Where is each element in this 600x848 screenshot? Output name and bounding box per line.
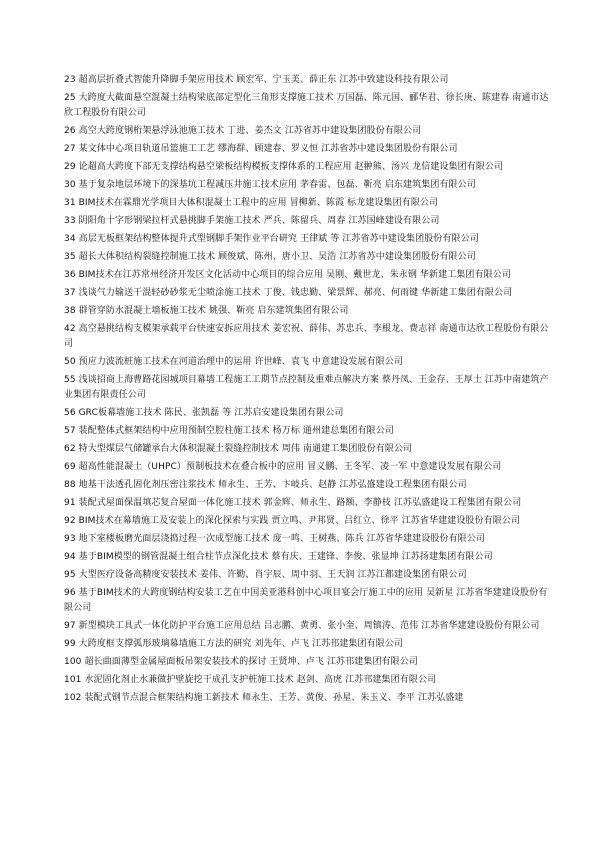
list-item: 26 高空大跨度钢桁架悬浮泳池施工技术 丁进、姜杰文 江苏省苏中建设集团股份有限公司 [64,126,422,136]
list-item: 96 基于BIM技术的大跨度钢结构安装工艺在中国美亚港科创中心项目宴会厅施工中的应用 吴新星 江苏省华建建设股份有限公司 [64,588,548,613]
list-item: 50 预应力波流桩施工技术在河道治理中的运用 许世峰、袁飞 中意建设发展有限公司 [64,357,404,367]
list-item: 102 装配式钢节点混合框架结构施工新技术 师永生、王芳、黄俊、孙星、朱玉义、李平 江苏弘盛建 [64,693,464,703]
list-item: 25 大跨度大截面悬空混凝土结构梁底部定型化三角形支撑施工技术 万国磊、陈元国、郦华君、徐长庚、陈建春 南通市达欣工程股份有限公司 [64,93,549,118]
list-item: 92 BIM技术在幕墙施工及安装上的深化探索与实践 贾立鸣、尹邦贤、吕红立、徐平 江苏省华建建设股份有限公司 [64,516,521,526]
list-item: 23 超高层折叠式智能升降脚手架应用技术 顾宏军、宁玉美、薛正东 江苏中致建设科技有限公司 [64,75,449,85]
list-item: 36 BIM技术在江苏常州经济开发区文化活动中心项目的综合应用 吴刚、戴世龙、朱永钢 华新建工集团有限公司 [64,270,511,280]
list-item: 69 超高性能混凝土（UHPC）预制板技术在叠合板中的应用 冒义鹏、王冬军、凌一军 中意建设发展有限公司 [64,462,502,472]
entry-list [64,73,554,709]
list-item: 29 论超高大跨度下部无支撑结构悬空梁板结构模板支撑体系的工程应用 赵翀熊、汤兴 龙信建设集团有限公司 [64,162,504,172]
list-item: 35 超长大体积结构裂缝控制施工技术 顾俊斌、陈州、唐小卫、吴浩 江苏省苏中建设集团股份有限公司 [64,252,476,262]
list-item: 62 特大型煤层气储罐承台大体积混凝土裂缝控制技术 周伟 南通建工集团股份有限公司 [64,444,413,454]
list-item: 55 浅谈招商上海曹路花园城项目幕墙工程施工工期节点控制及重难点解决方案 蔡丹凤、王金存、王厚土 江苏中南建筑产业集团有限责任公司 [64,375,549,400]
list-item: 30 基于复杂地层环境下的深基坑工程减压井施工技术应用 茅春雷、包磊、靳亮 启东建筑集团有限公司 [64,180,476,190]
list-item: 42 高空悬挑结构支模架承载平台快速安拆应用技术 姜宏祝、薛伟、苏忠兵、李根龙、费志祥 南通市达欣工程股份有限公司 [64,324,549,349]
list-item: 34 高层无板框架结构整体提升式型钢脚手架作业平台研究 王律斌 等 江苏省苏中建设集团股份有限公司 [64,234,479,244]
list-item: 56 GRC板幕墙施工技术 陈民、张凯磊 等 江苏启安建设集团有限公司 [64,408,344,418]
list-item: 88 地基干法透孔固化剂压密注浆技术 师永生、王芳、卞岐兵、赵静 江苏弘盛建设工程集团有限公司 [64,480,467,490]
list-item: 91 装配式屋面保温填芯复合屋面一体化施工技术 郭金辉、师永生、路额、李静枝 江苏弘盛建设工程集团有限公司 [64,498,522,508]
list-item: 31 BIM技术在霖鼎光学项目大体积混凝土工程中的应用 冒柳新、陈霞 标龙建设集团有限公司 [64,198,439,208]
list-item: 94 基于BIM模型的钢管混凝土组合柱节点深化技术 蔡有庆、王建锋、李俊、张显坤 江苏扬建集团有限公司 [64,552,493,562]
list-item: 100 超长曲面薄型金属屋面板吊架安装技术的探讨 王贤坤、卢飞 江苏邗建集团有限公司 [64,657,418,667]
list-item: 99 大跨度框支撑弧形玻璃幕墙施工方法的研究 刘先年、卢飞 江苏邗建集团有限公司 [64,639,404,649]
list-item: 93 地下室楼板磨光面层浇捣过程一次成型施工技术 庞一鸣、王树燕、陈兵 江苏省华建建设股份有限公司 [64,534,485,544]
list-item: 38 群管穿防水混凝土墙板施工技术 姚强、靳亮 启东建筑集团有限公司 [64,306,349,316]
list-item: 57 装配整体式框架结构中应用预制空腔柱施工技术 杨万标 通州建总集团有限公司 [64,426,394,436]
list-item: 101 水泥固化剂止水兼做护壁旋挖干成孔支护桩施工技术 赵剑、高虎 江苏邗建集团有限公司 [64,675,437,685]
list-item: 27 某文体中心项目轨道吊篮施工工艺 缪海群、顾建春、罗义恒 江苏省苏中建设集团股份有限公司 [64,144,458,154]
list-item: 33 阴阳角十字形钢梁拉杆式悬挑脚手架施工技术 严兵、陈留兵、周春 江苏国峰建设有限公司 [64,216,440,226]
list-item: 97 新型模块工具式一体化防护平台施工应用总结 吕志鹏、黄勇、张小奎、周镇涛、范伟 江苏省华建建设股份有限公司 [64,621,540,631]
list-item: 95 大型医疗设备高精度安装技术 姜伟、许勤、肖宇辰、周中羽、王天润 江苏江都建设集团有限公司 [64,570,467,580]
list-item: 37 浅谈气力输送干混轻砂砂浆无尘喷涂施工技术 丁俊、钱忠勤、梁景辉、郝亮、何雨键 华新建工集团有限公司 [64,288,513,298]
